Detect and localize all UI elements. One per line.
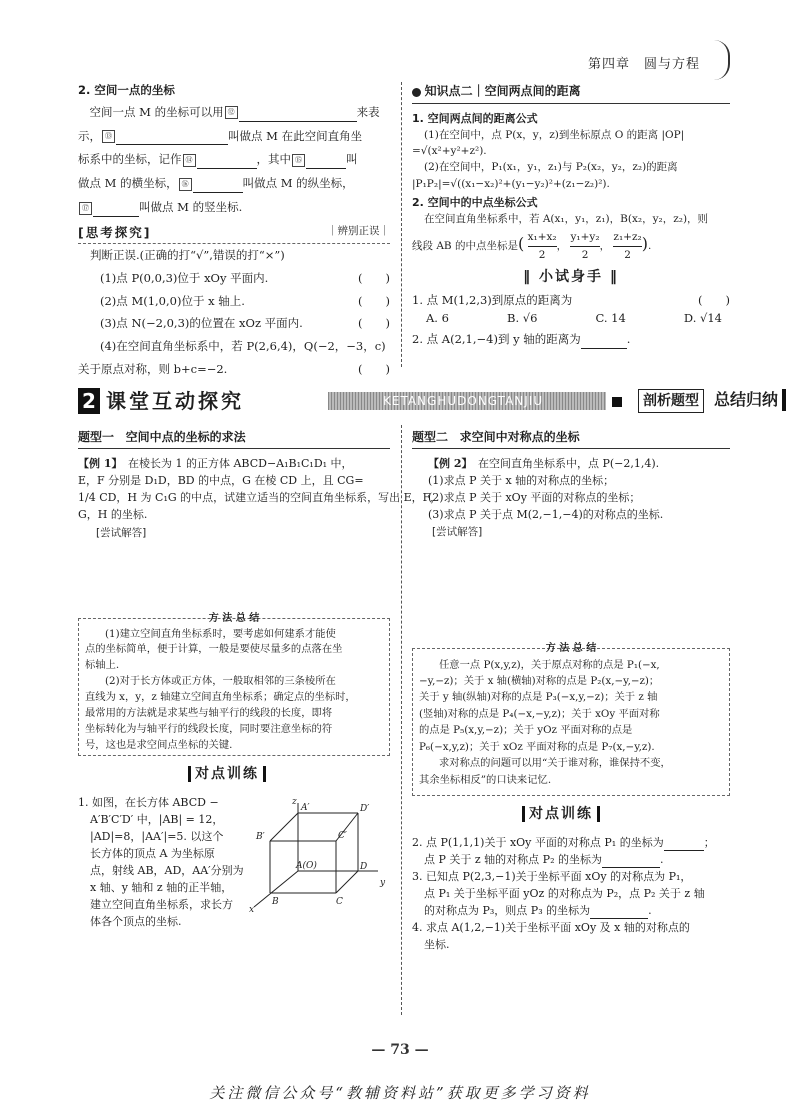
method-summary-box-left xyxy=(78,613,390,756)
formula-line: (1)在空间中，点 P(x，y，z)到坐标原点 O 的距离 |OP| xyxy=(424,128,685,141)
label-z: z xyxy=(292,797,297,807)
fill-blank[interactable] xyxy=(116,131,228,145)
left-mid-section xyxy=(78,428,442,541)
right-exercises xyxy=(412,834,730,953)
exercise-2: 2. 点 P(1,1,1)关于 xOy 平面的对称点 P₁ 的坐标为 ； xyxy=(412,834,730,851)
page-number: — 73 — xyxy=(371,1042,429,1058)
judge-item: (4)在空间直角坐标系中，若 P(2,6,4)，Q(−2，−3，c) xyxy=(100,339,386,354)
option-c[interactable]: C. 14 xyxy=(595,311,626,326)
question-1: 1. 点 M(1,2,3)到原点的距离为 ( ) xyxy=(412,292,730,310)
distance-formula: |P₁P₂|=√((x₁−x₂)²+(y₁−y₂)²+(z₁−z₂)²). xyxy=(412,177,610,190)
section-banner xyxy=(78,388,779,414)
header-bracket xyxy=(714,40,730,80)
exercise-4: 4. 求点 A(1,2,−1)关于坐标平面 xOy 及 x 轴的对称点的 xyxy=(412,921,690,935)
answer-paren[interactable]: ( ) xyxy=(358,270,390,285)
method-summary-box-right xyxy=(412,643,730,796)
option-a[interactable]: A. 6 xyxy=(426,311,449,326)
answer-paren[interactable]: ( ) xyxy=(358,316,390,331)
label-C: C xyxy=(336,897,343,907)
label-D: D xyxy=(360,862,368,872)
sub-heading: 2. 空间中的中点坐标公式 xyxy=(412,195,538,209)
column-divider-bottom xyxy=(401,425,402,1015)
type-heading: 题型一 空间中点的坐标的求法 xyxy=(78,428,390,449)
text-line: ⑰ 叫做点 M 的竖坐标. xyxy=(78,199,390,217)
try-answer-label: [尝试解答] xyxy=(96,527,147,539)
exercise-2-line2: 点 P 关于 z 轴的对称点 P₂ 的坐标为 . xyxy=(412,851,730,868)
exercise-3-line3: 的对称点为 P₃，则点 P₃ 的坐标为 . xyxy=(412,902,730,919)
label-y: y xyxy=(380,878,386,888)
left-top-section xyxy=(78,82,390,379)
footer-note: 关注微信公众号“教辅资料站”获取更多学习资料 xyxy=(209,1084,591,1102)
banner-title: 课堂互动探究 xyxy=(106,389,244,413)
think-title: [思考探究] xyxy=(78,224,152,240)
text-line: 标系中的坐标，记作 ⑭ ，其中 ⑮ 叫 xyxy=(78,151,390,169)
sub-heading: 1. 空间两点间的距离公式 xyxy=(412,111,538,125)
method-title: 方 法 总 结 xyxy=(545,643,597,654)
exercise-3-line2: 点 P₁ 关于坐标平面 yOz 的对称点为 P₂，点 P₂ 关于 z 轴 xyxy=(424,887,705,901)
label-B: B xyxy=(272,897,279,907)
fill-blank[interactable] xyxy=(197,155,257,169)
question-2: 2. 点 A(2,1,−4)到 y 轴的距离为 . xyxy=(412,331,730,349)
train-heading-right: 对点训练 xyxy=(522,806,600,822)
formula-line: 在空间直角坐标系中，若 A(x₁，y₁，z₁)，B(x₂，y₂，z₂)，则 xyxy=(424,212,709,225)
fill-blank[interactable] xyxy=(581,335,627,349)
option-d[interactable]: D. √14 xyxy=(683,311,722,326)
think-header xyxy=(78,223,390,244)
judge-item: (2)点 M(1,0,0)位于 x 轴上. ( ) xyxy=(78,293,390,311)
fill-blank[interactable] xyxy=(664,837,704,851)
banner-tag-2: 总结归纳 xyxy=(714,389,786,411)
method-title: 方 法 总 结 xyxy=(208,613,260,624)
answer-paren[interactable]: ( ) xyxy=(358,361,390,376)
method-text: (1)建立空间直角坐标系时，要考虑如何建系才能使 点的坐标简单，便于计算，一般是要使尽量多的点落在坐 标轴上. (2)对于长方体或正方体，一般取相邻的三条棱所在 直线为 x，y，z 轴建立空间直角坐标系；确定点的坐标时， 最常用的方法就是求某些与轴平行的线段的长度，即将 坐标转化为与轴平行的线段长度，同时要注意坐标的符 号，这也是求空间点坐标的关键. xyxy=(85,627,356,752)
right-top-section xyxy=(412,82,730,349)
label-x: x xyxy=(249,905,255,915)
banner-tag-1: 剖析题型 xyxy=(638,389,704,413)
think-tag: ｜辨别正误｜ xyxy=(327,224,390,237)
banner-pinyin: KETANGHUDONGTANJIU xyxy=(383,394,544,408)
chapter-header: 第四章 圆与方程 xyxy=(588,57,701,72)
label-A1: A′ xyxy=(301,803,310,813)
option-b[interactable]: B. √6 xyxy=(507,311,538,326)
fill-blank[interactable] xyxy=(602,854,660,868)
question-1-options xyxy=(412,310,730,328)
think-intro: 判断正误.(正确的打“√”,错误的打“×”) xyxy=(90,247,285,262)
trial-heading: ‖ 小试身手 ‖ xyxy=(523,268,619,285)
knowledge-bullet-icon xyxy=(412,88,421,97)
column-divider-top xyxy=(401,82,402,367)
section-heading: 2. 空间一点的坐标 xyxy=(78,83,175,97)
judge-item: (1)点 P(0,0,3)位于 xOy 平面内. ( ) xyxy=(78,270,390,288)
banner-square-icon xyxy=(612,397,622,407)
example-1: 【例 1】 在棱长为 1 的正方体 ABCD−A₁B₁C₁D₁ 中， E，F 分别是 D₁D，BD 的中点，G 在棱 CD 上，且 CG= 1/4 CD，H 为 C₁G 的中点，试建立适当的空间直角坐标系，写出 E，F， G，H 的坐标. xyxy=(78,456,442,521)
fill-blank[interactable] xyxy=(239,108,357,122)
train-heading-left: 对点训练 xyxy=(188,766,266,782)
banner-number: 2 xyxy=(78,388,100,414)
label-B1: B′ xyxy=(256,832,265,842)
exercise-3: 3. 已知点 P(2,3,−1)关于坐标平面 xOy 的对称点为 P₁， xyxy=(412,870,692,884)
exercise-1: 1. 如图，在长方体 ABCD − A′B′C′D′ 中，|AB| = 12， |AD|=8，|AA′|=5. 以这个 长方体的顶点 A 为坐标原 点，射线 AB，AD，AA′分别为 x 轴、y 轴和 z 轴的正半轴， 建立空间直角坐标系，求长方 体各个顶点的坐标. xyxy=(78,796,244,929)
label-A: A(O) xyxy=(296,861,317,871)
label-C1: C′ xyxy=(338,831,347,841)
type-heading: 题型二 求空间中对称点的坐标 xyxy=(412,428,730,449)
method-text: 任意一点 P(x,y,z)，关于原点对称的点是 P₁(−x, −y,−z)；关于 x 轴(横轴)对称的点是 P₂(x,−y,−z)； 关于 y 轴(纵轴)对称的点是 P₃(−x,y,−z)；关于 z 轴 (竖轴)对称的点是 P₄(−x,−y,z)；关于 xOy 平面对称 的点是 P₅(x,y,−z)；关于 yOz 平面对称的点是 P₆(−x,y,z)；关于 xOz 平面对称的点是 P₇(x,−y,z). 求对称点的问题可以用“关于谁对称，谁保持不变， 其余坐标相反”的口诀来记忆. xyxy=(419,658,671,786)
judge-item: 关于原点对称，则 b+c=−2. ( ) xyxy=(78,361,390,379)
fill-blank[interactable] xyxy=(93,203,139,217)
text-line: 做点 M 的横坐标， ⑯ 叫做点 M 的纵坐标， xyxy=(78,175,390,193)
formula-line: =√(x²+y²+z²). xyxy=(412,145,487,158)
fill-blank[interactable] xyxy=(193,179,243,193)
answer-paren[interactable]: ( ) xyxy=(358,293,390,308)
label-D1: D′ xyxy=(360,804,370,814)
answer-paren[interactable]: ( ) xyxy=(698,293,730,308)
example-2: 【例 2】 在空间直角坐标系中，点 P(−2,1,4). (1)求点 P 关于 x 轴的对称点的坐标； (2)求点 P 关于 xOy 平面的对称点的坐标； (3)求点 P 关于点 M(2,−1,−4)的对称点的坐标. xyxy=(428,456,664,521)
try-answer-label: [尝试解答] xyxy=(432,526,483,538)
text-line: 示， ⑬ 叫做点 M 在此空间直角坐 xyxy=(78,128,390,146)
right-mid-section xyxy=(412,428,730,540)
cuboid-figure xyxy=(248,795,398,915)
fill-blank[interactable] xyxy=(590,905,648,919)
midpoint-formula: 线段 AB 的中点坐标是( $\frac{\text{x₁+x₂}}{2}$ ， $\frac{\text{y₁+y₂}}{2}$ ， $\frac{\text{z₁+z₂}}{2}$ ). xyxy=(412,231,652,261)
fill-blank[interactable] xyxy=(306,155,346,169)
exercise-4-line2: 坐标. xyxy=(424,938,450,952)
knowledge-title: 知识点二｜空间两点间的距离 xyxy=(412,82,730,104)
judge-item: (3)点 N(−2,0,3)的位置在 xOz 平面内. ( ) xyxy=(78,315,390,333)
formula-line: (2)在空间中，P₁(x₁，y₁，z₁)与 P₂(x₂，y₂，z₂)的距离 xyxy=(424,161,678,174)
text-line: 空间一点 M 的坐标可以用 ⑫ 来表 xyxy=(78,104,390,122)
